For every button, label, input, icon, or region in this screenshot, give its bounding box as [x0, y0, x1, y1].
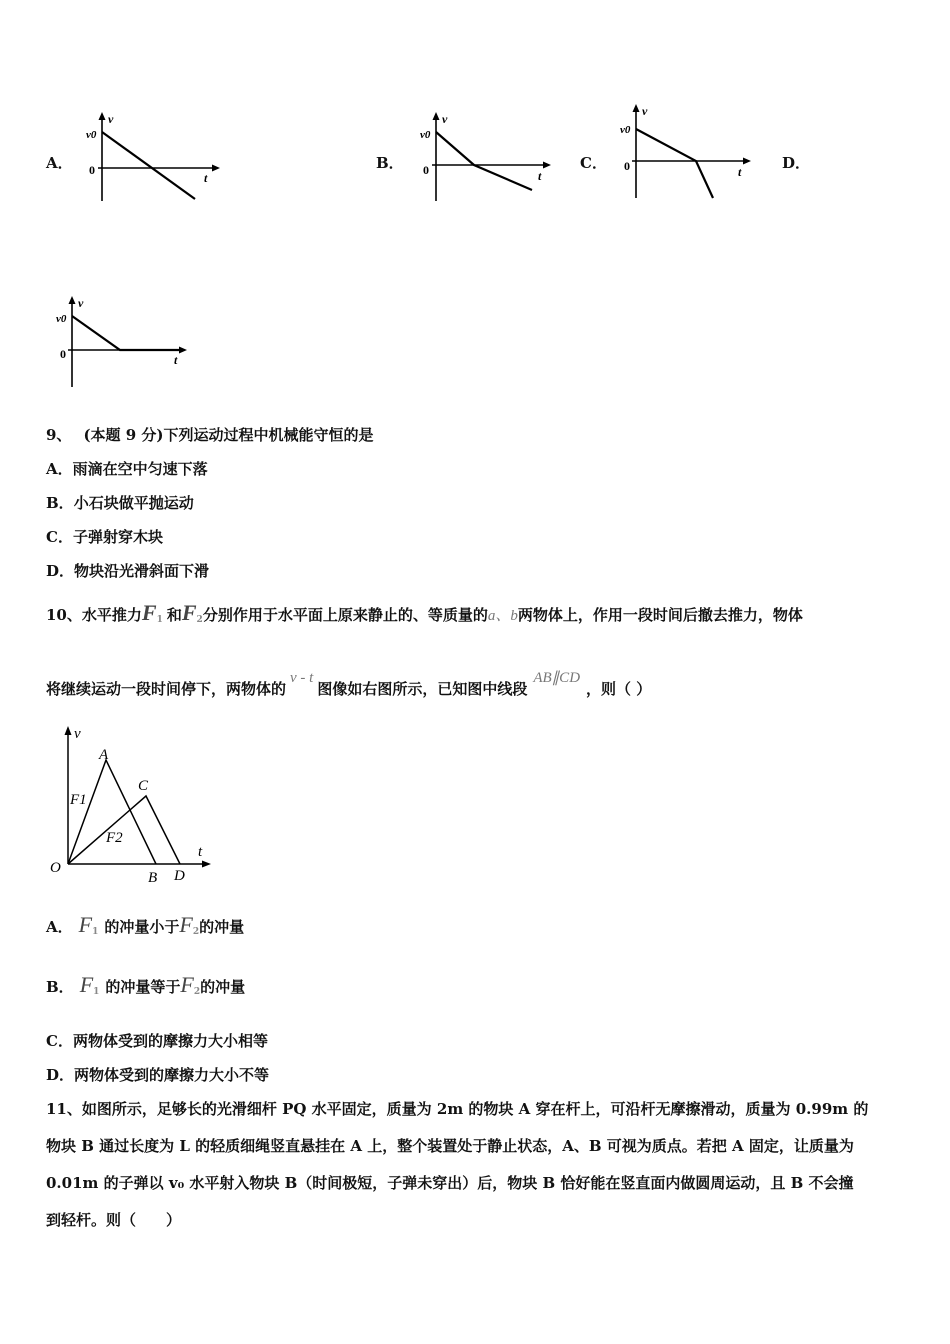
fig-label-f2: F2 — [106, 830, 123, 846]
svg-text:v0: v0 — [620, 124, 631, 136]
fig-label-a: A — [99, 747, 109, 763]
vt-graph-c — [616, 100, 766, 205]
q11-line4: 到轻杆。则（ ） — [46, 1211, 182, 1229]
q10-option-d[interactable]: D．两物体受到的摩擦力大小不等 — [46, 1066, 270, 1084]
q9-option-b[interactable]: B．小石块做平抛运动 — [46, 494, 194, 512]
svg-text:t: t — [174, 353, 178, 367]
fig-label-b: B — [148, 870, 158, 886]
fig-label-c: C — [138, 778, 149, 794]
fig-label-o: O — [50, 860, 61, 876]
svg-text:v0: v0 — [56, 313, 67, 325]
svg-text:v0: v0 — [420, 129, 431, 141]
q9-option-c[interactable]: C．子弹射穿木块 — [46, 528, 163, 546]
svg-text:0: 0 — [60, 347, 66, 361]
vt-graph-a — [80, 108, 230, 208]
svg-text:t: t — [538, 169, 542, 183]
svg-text:t: t — [738, 165, 742, 179]
q10-option-c[interactable]: C．两物体受到的摩擦力大小相等 — [46, 1032, 268, 1050]
svg-text:0: 0 — [423, 163, 429, 177]
q9-option-d[interactable]: D．物块沿光滑斜面下滑 — [46, 562, 210, 580]
q10-option-b[interactable]: B． $F_1$ 的冲量等于$F_2$的冲量 — [46, 972, 246, 997]
q10-vt-figure — [46, 722, 216, 888]
q11-line2: 物块 B 通过长度为 L 的轻质细绳竖直悬挂在 A 上，整个装置处于静止状态，A、B 可视为质点。若把 A 固定，让质量为 — [46, 1137, 854, 1155]
option-c-label: C． — [580, 154, 607, 172]
option-d-label: D． — [782, 154, 811, 172]
svg-text:v: v — [642, 104, 648, 118]
svg-text:v: v — [78, 296, 84, 310]
fig-label-d: D — [174, 868, 185, 884]
q10-stem-line2: 将继续运动一段时间停下，两物体的v - t图像如右图所示，已知图中线段AB∥CD，则（ ） — [46, 670, 652, 698]
svg-text:0: 0 — [624, 159, 630, 173]
axis-t: t — [204, 171, 208, 185]
axis-v: v — [108, 112, 114, 126]
q10-option-a[interactable]: A． $F_1$ 的冲量小于$F_2$的冲量 — [46, 912, 245, 937]
fig-label-f1: F1 — [70, 792, 87, 808]
vt-graph-d — [52, 292, 202, 392]
option-a-label: A． — [46, 154, 73, 172]
vt-graph-b — [414, 108, 564, 208]
q11-line3: 0.01m 的子弹以 v₀ 水平射入物块 B（时间极短，子弹未穿出）后，物块 B 恰好能在竖直面内做圆周运动，且 B 不会撞 — [46, 1174, 854, 1192]
fig-label-t: t — [198, 844, 203, 860]
q11-line1: 11、如图所示，足够长的光滑细杆 PQ 水平固定，质量为 2m 的物块 A 穿在杆上，可沿杆无摩擦滑动，质量为 0.99m 的 — [46, 1100, 869, 1118]
axis-zero: 0 — [89, 163, 95, 177]
option-b-label: B． — [376, 154, 404, 172]
q9-stem: 9、 (本题 9 分)下列运动过程中机械能守恒的是 — [46, 426, 374, 444]
svg-text:v: v — [442, 112, 448, 126]
axis-v0: v0 — [86, 129, 97, 141]
fig-label-v: v — [74, 726, 81, 742]
q9-option-a[interactable]: A．雨滴在空中匀速下落 — [46, 460, 208, 478]
q10-stem-line1: 10、水平推力$F_1$ 和$F_2$分别作用于水平面上原来静止的、等质量的a、b两物体上，作用一段时间后撤去推力，物体 — [46, 600, 803, 625]
